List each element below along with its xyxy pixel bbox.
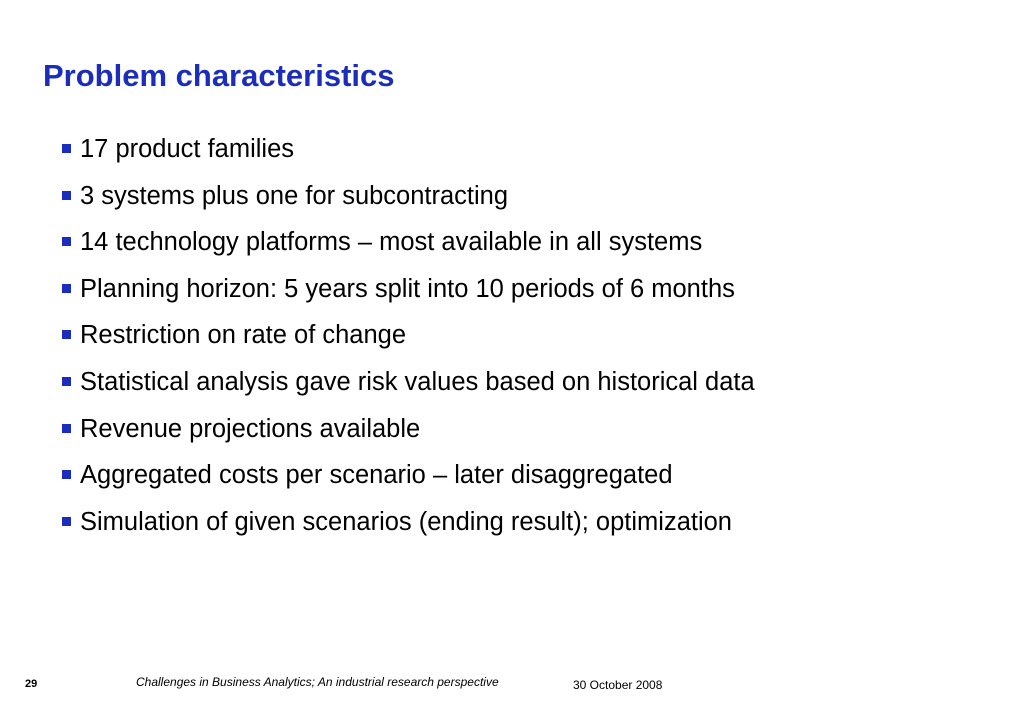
square-bullet-icon: [62, 237, 71, 246]
slide-title: Problem characteristics: [43, 58, 395, 93]
bullet-text: Simulation of given scenarios (ending result); optimization: [80, 507, 732, 536]
bullet-text: Aggregated costs per scenario – later disaggregated: [80, 461, 673, 490]
bullet-text: Statistical analysis gave risk values based on historical data: [80, 367, 755, 396]
square-bullet-icon: [62, 284, 71, 293]
bullet-item: [62, 176, 755, 223]
bullet-item: [62, 409, 755, 456]
bullet-text: Restriction on rate of change: [80, 321, 407, 350]
square-bullet-icon: [62, 377, 71, 386]
square-bullet-icon: [62, 470, 71, 479]
footer-caption: Challenges in Business Analytics; An industrial research perspective: [136, 675, 499, 689]
bullet-text: 14 technology platforms – most available in all systems: [80, 228, 703, 257]
bullet-item: [62, 315, 755, 362]
square-bullet-icon: [62, 191, 71, 200]
bullet-text: Planning horizon: 5 years split into 10 periods of 6 months: [80, 274, 735, 303]
square-bullet-icon: [62, 144, 71, 153]
page-number: 29: [25, 678, 38, 690]
bullet-item: [62, 129, 755, 176]
bullet-item: [62, 362, 755, 409]
bullet-list: [62, 129, 755, 548]
bullet-item: [62, 455, 755, 502]
square-bullet-icon: [62, 517, 71, 526]
bullet-item: [62, 222, 755, 269]
square-bullet-icon: [62, 424, 71, 433]
footer-date: 30 October 2008: [573, 678, 663, 692]
bullet-text: Revenue projections available: [80, 414, 421, 443]
bullet-item: [62, 502, 755, 549]
bullet-text: 17 product families: [80, 135, 295, 163]
square-bullet-icon: [62, 330, 71, 339]
bullet-item: [62, 269, 755, 316]
bullet-text: 3 systems plus one for subcontracting: [80, 181, 509, 210]
